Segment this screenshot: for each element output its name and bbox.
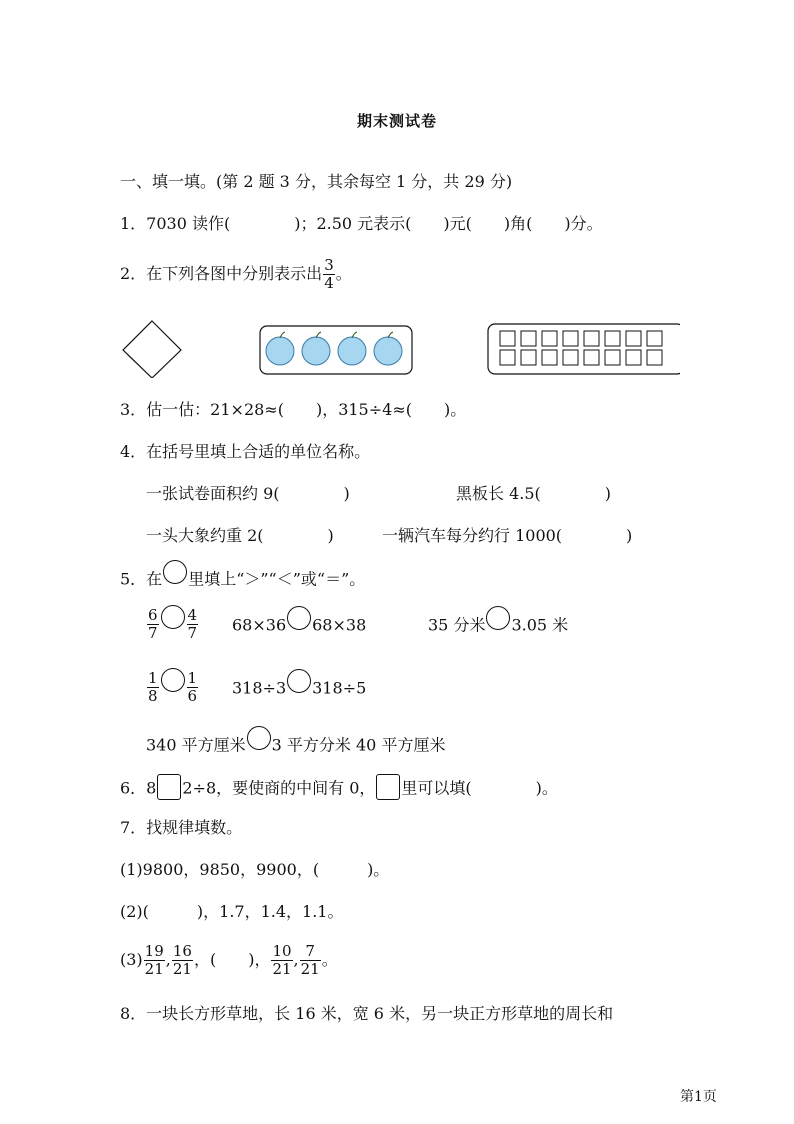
grid-cell: [584, 331, 599, 346]
question-1: 1．7030 读作( )；2.50 元表示( )元( )角( )分。: [120, 214, 603, 233]
compare-row-1c: 35 分米 3.05 米: [428, 614, 568, 638]
grid-cell: [521, 350, 536, 365]
grid-cell: [563, 350, 578, 365]
compare-row-1: $\frac{6}{7}$ $\frac{4}{7}$: [148, 606, 198, 642]
compare-row-2b: 318÷3 318÷5: [232, 677, 366, 701]
apple-icon: [374, 337, 402, 365]
apple-icon: [266, 337, 294, 365]
apple-icon: [338, 337, 366, 365]
question-3: 3．估一估：21×28≈( )，315÷4≈( )。: [120, 400, 467, 419]
grid-cell: [500, 331, 515, 346]
grid-cell: [500, 350, 515, 365]
grid-cell: [626, 350, 641, 365]
grid-cell: [647, 331, 662, 346]
question-4: 4．在括号里填上合适的单位名称。: [120, 442, 371, 461]
compare-row-1b: 68×36 68×38: [232, 614, 366, 638]
grid-cell: [626, 331, 641, 346]
compare-circle[interactable]: [247, 726, 271, 750]
grid-cell: [563, 331, 578, 346]
grid-cell: [605, 331, 620, 346]
question-6: 6．8 2÷8，要使商的中间有 0， 里可以填( )。: [120, 776, 558, 802]
question-4b: 黑板长 4.5( ): [456, 484, 612, 503]
compare-circle[interactable]: [161, 668, 185, 692]
section-heading: 一、填一填。(第 2 题 3 分，其余每空 1 分，共 29 分): [120, 172, 513, 191]
compare-circle[interactable]: [163, 560, 187, 584]
pattern-1: (1)9800，9850，9900，( )。: [120, 860, 390, 879]
square-grid: [500, 331, 662, 365]
figures: [120, 318, 680, 378]
grid-cell: [542, 331, 557, 346]
apple-icon: [302, 337, 330, 365]
diamond-shape: [123, 321, 181, 378]
compare-circle[interactable]: [486, 606, 510, 630]
grid-cell: [605, 350, 620, 365]
question-4c: 一头大象约重 2( ): [146, 526, 334, 545]
apple-group: [266, 332, 402, 365]
digit-box[interactable]: [376, 774, 400, 800]
question-4d: 一辆汽车每分约行 1000( ): [382, 526, 633, 545]
pattern-2: (2)( )，1.7，1.4，1.1。: [120, 902, 344, 921]
pattern-3: (3) $\frac{19}{21}$ , $\frac{16}{21}$ ，( )， $\frac{10}{21}$ , $\frac{7}{21}$ 。: [120, 942, 338, 978]
question-2-text: 2．在下列各图中分别表示出: [120, 264, 323, 283]
grid-cell: [647, 350, 662, 365]
grid-cell: [521, 331, 536, 346]
compare-circle[interactable]: [287, 669, 311, 693]
question-5: 5．在 里填上“＞”“＜”或“＝”。: [120, 568, 365, 592]
question-8: 8．一块长方形草地，长 16 米，宽 6 米，另一块正方形草地的周长和: [120, 1004, 614, 1023]
grid-cell: [584, 350, 599, 365]
page-title: 期末测试卷: [356, 112, 437, 130]
compare-row-2: $\frac{1}{8}$ $\frac{1}{6}$: [148, 669, 198, 705]
compare-row-3: 340 平方厘米 3 平方分米 40 平方厘米: [146, 734, 445, 758]
grid-cell: [542, 350, 557, 365]
fraction: $\frac{3}{4}$: [324, 256, 334, 292]
digit-box[interactable]: [157, 774, 181, 800]
question-7: 7．找规律填数。: [120, 818, 243, 837]
compare-circle[interactable]: [287, 606, 311, 630]
question-2: 2．在下列各图中分别表示出 $\frac{3}{4}$ 。: [120, 256, 352, 292]
question-4a: 一张试卷面积约 9( ): [146, 484, 350, 503]
page-number: 第1页: [680, 1089, 717, 1105]
compare-circle[interactable]: [161, 605, 185, 629]
